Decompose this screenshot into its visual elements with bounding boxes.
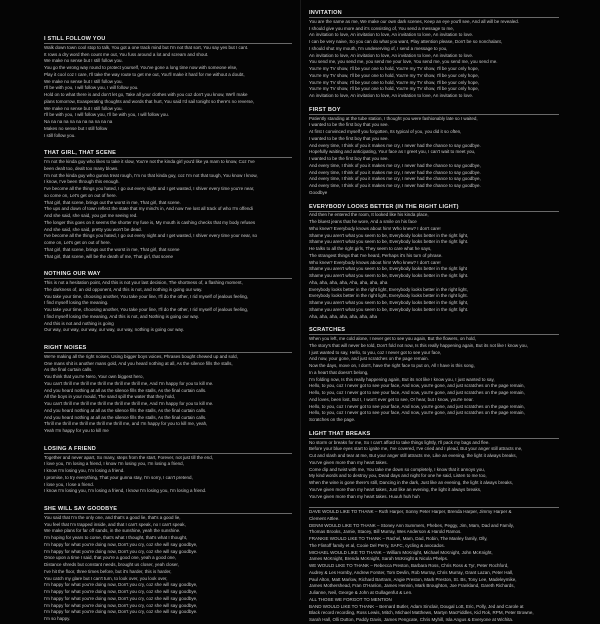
lyric-section [309,507,559,624]
lyric-line: And she said, she said, you got me seeing red. [44,213,138,219]
section-title: FIRST BOY [309,106,341,113]
lyric-line: Before your blue eyes start to ignite me, I've covered, I've cried and I plead, But your anger still attracts me, [309,446,523,452]
lyric-line: Goodbye [309,189,328,195]
lyric-line: James McKnight, Brenda McKnight, Sarah McKnight & Nicola Phelps. [309,556,449,562]
lyric-line: Sarah Hall, Olli Dutton, Paddy Davis, James Pengcate, Chris Myhill, Isla Angus & Everyone at Wichita. [309,617,514,623]
lyric-lines [309,212,559,320]
lyric-line: plans tomorrow, Exasperating thoughts and words that hurt, You said I'd sail tonight so there's no reverse, [44,98,255,104]
lyric-section [44,36,292,139]
lyric-line: You've given more than my heart takes, Just like an evening, the light it always breaks, [309,486,482,492]
lyric-section [44,150,292,260]
lyric-line: And now, your gone, and just scratches on the page remain. [309,356,429,362]
lyric-line: Na na na na na na na na na na na [44,119,113,125]
lyric-line: An invitation to love, An invitation to love, An invitation to love, An invitation to love. [309,32,474,38]
lyric-line: Everybody looks better in the right light, Everybody looks better in the right light, [309,286,468,292]
lyric-lines [309,509,559,624]
section-title: INVITATION [309,10,342,16]
lyric-line: And this is not and nothing is going [44,320,114,326]
lyric-line: I'm happy for what you're doing now, Don't you cry, coz she will say goodbye, [44,595,198,601]
lyric-line: Hello, to you, coz I never got to see your face, And now, you're gone, and just scratches on the page remain, [309,410,525,416]
lyric-line: I'll be with you, I will follow you, I'll be with you, I will follow you. [44,112,170,118]
lyric-line: And you heard nothing at all as the silence fills the stalls, As the final curtain calls. [44,407,207,413]
lyric-line: I've become all the things you hated, I go out every night and I get wasted, I shiver every time you're near, [44,186,255,192]
lyric-section [44,506,292,623]
lyric-line: And you heard nothing at all as the silence fills the stalls, As the final curtain calls. [44,414,207,420]
lyric-line: Our way, our way, our way, our way, our way, nothing is going our way. [44,327,185,333]
lyric-line: I'm so happy. [44,616,71,622]
lyric-line: I know, I've been through this enough. [44,179,120,185]
lyric-line: Cut and slash and tear at me, But your anger still attracts me, Like an evening, the light it always breaks, [309,453,517,459]
lyric-lines [44,455,292,496]
lyric-line: My kind words and to destroy you, Dead days and night for one he said, Listen to me too, [309,473,487,479]
lyric-line: Now the days, move on, I don't, have the right face to put on, All I have is this song, [309,363,475,369]
lyric-line: Walk down town cool stop to talk, You got a one track mind but I'm not that sort, You say yes but I cant. [44,44,249,50]
lyric-line: Paul Alton, Matt Marlow, Richard Bartram, Angie Preston, Mark Preston, St. Bs, Tony Lee, Madeleymike, [309,576,517,582]
lyric-line: I wanted to be the first boy that you see. [309,156,389,162]
lyric-line: When you left, me cold alone, I never get to see you again, But the flowers, on hold, [309,336,476,342]
lyric-line: Hold on to what there is and don't let go, Take all your clothes with you coz don't you know, We'll make [44,92,248,98]
lyric-line: When the wine is gone there's still, Dancing in the dark, Just like an evening, the light it always breaks, [309,480,513,486]
section-title: SCRATCHES [309,327,346,334]
lyric-line: I'm folding now, Is this really happening again, But its not like I know you, I just wanted to say, [309,376,495,382]
lyric-line: I'm happy for what you're doing now, Don't you cry, coz she will say goodbye, [44,541,198,547]
lyric-line: And every time, I think of you it makes me cry, I never had the chance to say goodbye, [309,162,481,168]
lyric-line: I just wanted to say, Hello, to you, coz I never got to see your face, [309,349,442,355]
lyric-line: I've become all the things you hated, I go out every night and I get wasted, I shiver every time your near, so [44,233,257,239]
lyric-line: I'm happy for what you're doing now, Don't you cry, coz she will say goodbye, [44,582,198,588]
section-rule [309,114,559,115]
lyric-line: I'm hoping for years to come, that's what I thought, that's what I thought, [44,535,188,541]
lyric-line: Everybody looks better in the right light, Everybody looks better in the right light. [309,293,468,299]
lyric-line: Shame you aren't what you seem to be, Everybody looks better in the right light. [309,273,469,279]
lyric-line: I can be very naive, So you can do what you want, Play attention please, Don't be so nonchalant, [309,39,502,45]
lyric-line: You said that I'm the only one, and that's a good lie, that's a good lie, [44,514,181,520]
lyric-line: The Flintoff family et al, Cooie Del Perry, SAFC, cycling & avocados. [309,542,445,548]
lyric-line: Clement Attlee. [309,515,340,521]
section-title: I STILL FOLLOW YOU [44,36,106,42]
lyric-line: You catch my glare but I can't turn, to look over, you look over, [44,575,168,581]
lyric-line: Julianne, Neil, George & John at Gullagenfut & Len. [309,590,413,596]
right-column [309,0,559,623]
lyric-lines [44,515,292,623]
column-divider [300,0,301,600]
lyric-line: I promise, to try everything, That your gunna stay, I'm sorry, I can't pretend, [44,474,193,480]
lyric-lines [44,280,292,334]
lyric-section [309,431,559,501]
lyric-line: You're my TV show, I'll be your one to hold, You're my TV show, I'll be your only hope, [309,79,479,85]
lyric-line: Hello, to you, coz I never got to see your face, And now, you're gone, and just scratches on the page remain, [309,383,525,389]
lyric-line: Who knew? Everybody knows about him! Who knew? I don't care! [309,259,441,265]
lyric-line: An invitation to love, An invitation to love, An invitation to love, An invitation to love. [309,93,474,99]
lyric-line: I still follow you. [44,132,76,138]
lyric-line: Who knew? Everybody knows about him! Who knew? I don't care! [309,225,441,231]
lyric-section [309,204,559,321]
lyric-line: James Mothershead, Fran O'Hanlon, James Hennin, Mark Broughton, Joe Frankland, Gareth Richards, [309,583,515,589]
lyric-line: I love you, I'm losing a friend, I know I'm losing you, I'm losing a friend, [44,461,184,467]
lyric-line: I wanted to be the first boy that you see. [309,135,389,141]
lyric-line: Patiently standing at the tube station, I thought you were fashionably late so I waited, [309,115,478,121]
lyric-line: We make plans for far off sands, in the sunshine, yeah the sunshine. [44,528,181,534]
lyric-line: And every time, I think of you it makes me cry, I never had the chance to say goodbye. [309,142,481,148]
lyric-line: We make no sense but I still follow you. [44,58,123,64]
lyric-lines [44,159,292,260]
lyric-section [44,345,292,435]
lyric-line: I lose you, I lose a friend. [44,481,95,487]
lyric-line: DENNI WOULD LIKE TO THANK – Stoney Ann Summers, Phebes, Peggy, Jim, Mam, Dad and Family, [309,522,514,528]
lyric-line: I'm not the kinda guy who gunna treat rough, I'm no that kinda guy, coz I'm not that tough, You know I know, [44,172,258,178]
lyric-section [309,327,559,424]
lyric-line: You're my TV show, I'll be your one to hold, You're my TV show, I'll be your only hope, [309,86,479,92]
lyric-line: No storm or breaks for me, So I can't afford to take things lightly, I'll pack my bags and flee. [309,439,490,445]
lyric-line: Play it cool coz I care, I'll take the way route to get me out, You'll make it hard for me without a doubt, [44,71,245,77]
lyric-line: BAND WOULD LIKE TO THANK – Bernard Butler, Adam Sinclair, Dougal Lott, Eric, Polly, Jed and Carole at [309,603,524,609]
lyric-line: Audrey & Les Hornby, Andrew Forster, Tom Devlin, Rob Murray, Chris Murray, Grant Lazan, Peter Hall, [309,569,514,575]
lyric-line: Shame you aren't what you seem to be, Everybody looks better in the right light, [309,300,469,306]
lyric-line: As the final curtain calls. [44,367,93,373]
section-title: LIGHT THAT BREAKS [309,430,371,437]
section-rule [44,278,292,279]
lyric-line: You go the wrong way round to protect yourself, You've gone a long time now with someone else, [44,65,238,71]
lyric-line: I'm happy for what you're doing now, Don't you cry, coz she will say goodbye, [44,589,198,595]
section-rule [44,513,292,514]
lyric-line: You're my TV show, I'll be your one to hold, You're my TV show, I'll be your only hope, [309,72,479,78]
lyric-lines [309,440,559,501]
section-rule [44,352,292,353]
lyric-line: And she said, she said, pretty you won't be dead. [44,226,142,232]
lyric-line: We make no sense but I still follow you. [44,105,123,111]
section-title: NOTHING OUR WAY [44,271,101,278]
lyric-section [309,107,559,197]
lyric-line: The ups and down of town reflect the state that my mind's in, And now I've lost all track of who I'm offendi [44,206,253,212]
section-title: EVERYBODY LOOKS BETTER (IN THE RIGHT LIGHT) [309,203,459,210]
lyric-line: I'm happy for what you're doing now, Don't you cry, coz she will say goodbye. [44,609,198,615]
lyric-line: Yeah I'm happy for you to kill me [44,428,109,434]
lyric-line: The bluest jeans that he wore, And a smile on his face [309,219,417,225]
section-rule [309,334,559,335]
lyric-line: That girl, that scene, will be the death of me, That girl, that scene [44,253,173,259]
section-title: RIGHT NOISES [44,345,87,352]
lyric-lines [44,354,292,435]
lyric-lines [44,45,292,140]
lyric-line: I'll be with you, I will follow you, I will follow you. [44,85,139,91]
lyric-line: Shame you aren't what you seem to be, Everybody looks better in the right light. [309,239,469,245]
lyric-line: I'm happy for what you're doing now, Don't you cry, coz she will say goodbye, [44,602,198,608]
lyric-line: You've given more than my heart takes. [309,459,388,465]
lyric-line: Come dip and twist with me, You take me down so completely, I know that it annoys you, [309,466,486,472]
lyric-line: DAVE WOULD LIKE TO THANK – Ruth Harper, Sonny Peter Harper, Brenda Harper, Jimmy Harper & [309,509,512,515]
lyric-line: You send me, you send me, you send me your love, You send me, you send me, you send me. [309,59,498,65]
lyric-line: You're my TV show, I'll be your one to hold, You're my TV show, I'll be your only hope, [309,66,479,72]
section-rule [44,43,292,44]
lyric-line: The strangest things that I've heard, Perhaps it's his turn of phrase. [309,252,443,258]
lyric-line: Shame you aren't what you seem to be, Everybody looks better in the right light, [309,232,469,238]
lyric-line: All the boys in your mould, The sand spill the water that they hold, [44,394,175,400]
lyric-line: In a heart that doesn't belong, [309,369,369,375]
lyric-line: Black record recording, Ross Lewis, Mitch, Michael Matthews, Martyn MacFiddles, Kid Rok, RPM, Peter Browne, [309,610,534,616]
lyric-line: I've hit the floor, three times before, but it's harder, this is harder, [44,568,172,574]
lyric-line: And every time, I think of you it makes me cry, I never had the chance to say goodbye, [309,176,481,182]
lyric-line: The darkness of, an old opponent, And this is not, and nothing is going our way. [44,286,203,292]
section-rule [309,438,559,439]
lyric-line: Aha, aha, aha, aha, aha, aha, aha [309,313,378,319]
lyric-line: Hello, to you, coz I never got to see your face, And now, you're gone, and just scratches on the page remain, [309,403,525,409]
lyric-lines [309,19,559,100]
lyric-section [44,446,292,495]
lyric-line: I find myself losing the meaning, And this is not, and Nothing is going our way. [44,313,200,319]
lyric-line: We're making all the right noises, Using bigger boys voices, Phrases bought chewed up and sold, [44,353,238,359]
lyric-line: I know I'm losing you, I'm losing a friend, I know I'm losing you, I'm losing a friend. [44,488,207,494]
left-column [44,0,292,622]
lyric-line: And loves, been lost, But I, I won't ever get to see, Or hear, but I know, you're near. [309,396,474,402]
lyric-line: And every time, I think of you it makes me cry, I never had the chance to say goodbye. [309,183,481,189]
section-title: SHE WILL SAY GOODBYE [44,506,118,513]
lyric-line: He talks to all the right girls, They seem to care what he says, [309,246,432,252]
lyric-line: been dealt too, dealt too many blows. [44,165,119,171]
lyric-line: Shame you aren't what you seem to be, Everybody looks better in the right light. [309,306,469,312]
lyric-line: You think that you're Nero, Your own biggest hero, [44,374,144,380]
lyric-line: Thomas Brooks, Jamie, Stacey, Bill Murray, Wes Anderson & Harold Ramos. [309,529,462,535]
section-rule [309,211,559,212]
lyric-line: Scratches on the page. [309,417,356,423]
lyric-line: MICHAEL WOULD LIKE TO THANK – William McKnight, Michael McKnight, John McKnight, [309,549,493,555]
section-rule [309,17,559,18]
lyric-lines [309,336,559,424]
lyric-line: I find myself losing the meaning. [44,300,109,306]
lyric-line: The longer this goes on it seems the shorter my fuse is, My mouth is cashing checks that my body refuses [44,219,256,225]
lyric-line: Makes no sense but I still follow [44,125,108,131]
lyric-line: That girl, that scene, brings out the worst in me, That girl, that scene. [44,199,181,205]
lyric-line: This is not a hesitation point, And this is not your last decision, The shortness of, a flashing moment, [44,280,243,286]
lyric-line: We make no sense but I still follow you. [44,78,123,84]
section-rule [44,453,292,454]
lyric-line: FRANKIE WOULD LIKE TO THANK – Rachel, Mam, Dad, Robin, The Manley family, Olly, [309,536,488,542]
section-rule [44,157,292,158]
lyric-line: WE WOULD LIKE TO THANK – Rebecca Preston, Barbara Ross, Chris Ross & Tyr, Peter Rochford, [309,563,509,569]
lyric-line: That girl, that scene, brings out the worst in me, That girl, that scene [44,246,180,252]
lyric-lines [309,116,559,197]
lyric-section [44,271,292,334]
lyric-section [309,10,559,100]
lyric-line: I wanted to be the first boy that you see. [309,122,389,128]
lyric-line: I'm not the kinda guy who likes to take it slow, You're not the kinda girl you'd like ya mam to know, Coz I've [44,159,255,165]
lyric-line: An invitation to love, An invitation to love, An invitation to love, An invitation to love. [309,52,474,58]
lyric-line: You can't thrill me thrill me thrill me thrill me thrill me, And I'm happy for you to kill me. [44,401,214,407]
lyric-line: I'm happy for what you're doing now, Don't you cry, coz she will say goodbye. [44,548,198,554]
lyric-line: Hello, to you, coz I never got to see your face, And now, you're gone, and just scratches on the page remain, [309,390,525,396]
lyric-line: You are the same as me, We make our own dark scenes, Keep an eye you'll see, And all will be revealed. [309,18,519,24]
lyric-line: Aha, aha, aha, aha, Aha, aha, aha, aha [309,279,388,285]
lyric-line: so come on, Let's get on out of here. [44,192,117,198]
lyric-line: ALL THOSE WE FORGOT TO MENTION [309,596,392,602]
lyric-line: At first I convinced myself you forgotten, Its typical of you, you did it so often, [309,129,462,135]
lyric-line: I should give you more and it's consisting of, You send a message to me, [309,25,454,31]
section-title: THAT GIRL, THAT SCENE [44,150,117,157]
lyric-line: Hopefully waiting and anticipating, Your face as I greet you, I can't wait to meet you, [309,149,476,155]
lyric-line: come on, Let's get on out of here. [44,240,111,246]
lyric-line: Together and never apart, So many, steps from the start, Forever, not just till the end, [44,454,214,460]
lyric-line: You've given more than my heart takes. Huuuh huh huh [309,493,420,499]
lyric-line: You can't thrill me thrill me thrill me thrill me thrill me, And I'm happy for you to kill me. [44,380,214,386]
lyric-line: The story's that will never be told, Don't fold not now, Is this really happening again, But its not like I know you, [309,342,528,348]
lyric-line: And then he entered the room, It looked like his kinda place, [309,212,429,218]
lyric-line: And every time, I think of you it makes me cry, I never had the chance to say goodbye. [309,169,481,175]
lyric-line: One mans shit is another mans gold, And you heard nothing at all, As the silence fills the stalls, [44,360,233,366]
lyric-line: And you heard nothing at all as the silence fills the stalls, As the final curtain calls. [44,387,207,393]
lyric-line: Once upon a time I said, that you're a good one, yeah a good one, [44,555,176,561]
lyric-line: Thrill me thrill me thrill me thrill me thrill me, and I'm happy for you to kill me, yeah, [44,421,208,427]
lyric-line: I should shut my mouth, I'm undeserving of, I send a message to you, [309,45,448,51]
lyric-line: You feel that I'm trapped inside, and that I can't speak, no I can't speak, [44,521,186,527]
lyric-line: It rows a dry word then count me out, You fuss around a lot and scream and shout. [44,51,209,57]
lyric-line: Shame you aren't what you seem to be, Everybody looks better in the right light [309,266,467,272]
lyric-line: You take your time, choosing another, You take your line, I'll do the other, I rid myself of jealous feeling, [44,293,249,299]
lyric-line: I know I'm losing you, I'm losing a friend. [44,468,125,474]
lyric-line: You take your time, choosing another, You take your line, I'll do the other, I rid myself of jealous feeling, [44,307,249,313]
lyric-line: Distance shreds but constant needs, brought us closer, yeah closer, [44,562,179,568]
section-title: LOSING A FRIEND [44,445,96,452]
section-rule [309,507,559,508]
